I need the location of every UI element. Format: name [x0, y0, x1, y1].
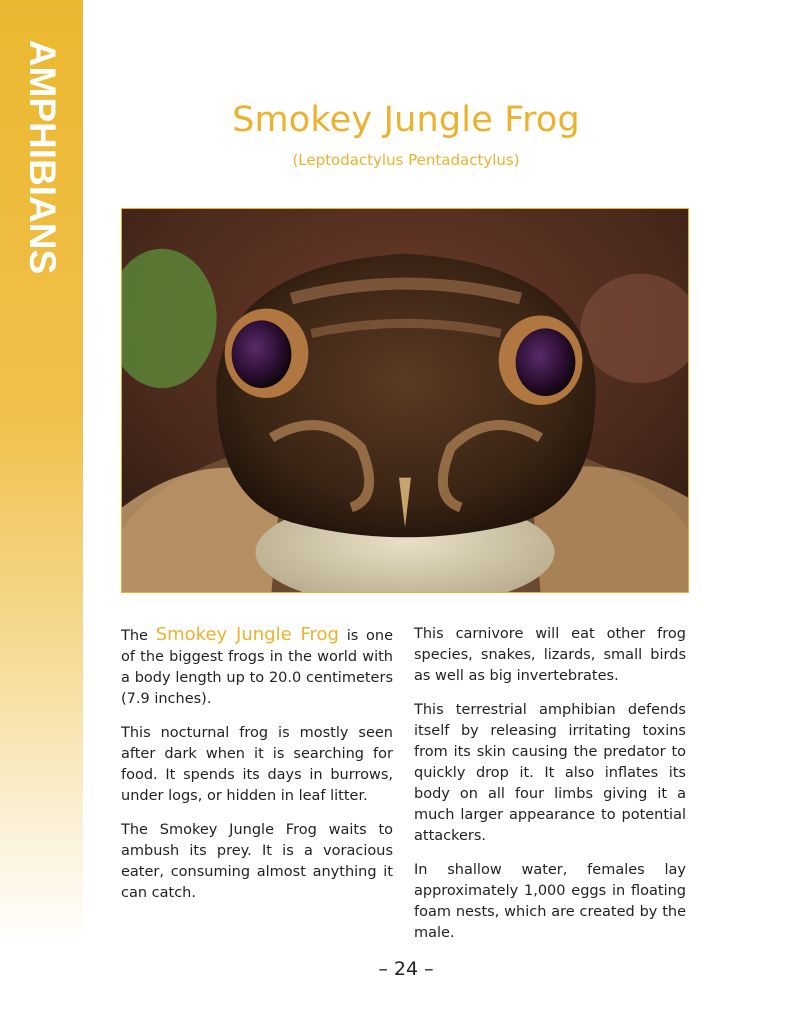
paragraph-diet: This carnivore will eat other frog species, snakes, lizards, small birds as well as big invertebrates.: [414, 626, 686, 684]
frog-photo: [121, 208, 689, 593]
section-label-text: AMPHIBIANS: [22, 39, 63, 275]
paragraph-defense: This terrestrial amphibian defends itself by releasing irritating toxins from its skin causing the predator to quickly drop it. It also inflates its body on all four limbs giving it a much larger appearance to potential attackers.: [414, 702, 686, 844]
frog-photo-icon: [122, 209, 688, 592]
text-column-left: [121, 624, 393, 917]
section-label: [7, 39, 77, 275]
paragraph-eggs: In shallow water, females lay approximately 1,000 eggs in floating foam nests, which are created by the male.: [414, 862, 686, 941]
paragraph-nocturnal: This nocturnal frog is mostly seen after dark when it is searching for food. It spends its days in burrows, under logs, or hidden in leaf litter.: [121, 725, 393, 804]
intro-prefix: The: [121, 628, 156, 644]
scientific-name: (Leptodactylus Pentadactylus): [292, 151, 520, 169]
page-title: Smokey Jungle Frog: [232, 100, 580, 140]
paragraph-ambush: The Smokey Jungle Frog waits to ambush its prey. It is a voracious eater, consuming almost anything it can catch.: [121, 822, 393, 901]
intro-paragraph: [121, 624, 393, 710]
intro-suffix: is one of the biggest frogs in the world with a body length up to 20.0 centimeters (7.9 inches).: [121, 628, 393, 707]
species-name-highlight: Smokey Jungle Frog: [155, 624, 339, 645]
page-number: – 24 –: [378, 958, 434, 980]
text-column-right: [414, 624, 686, 957]
